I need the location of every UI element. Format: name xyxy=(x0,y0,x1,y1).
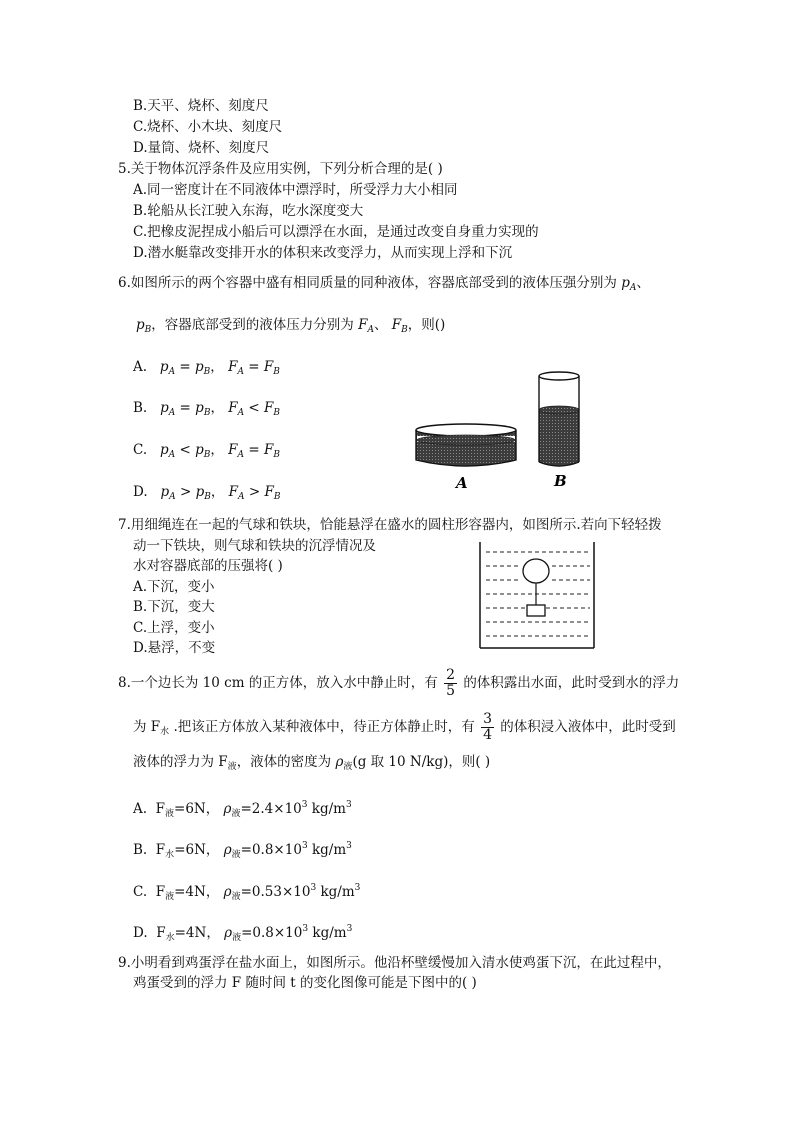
container-a-label: A xyxy=(456,474,468,492)
q5-option-a: A.同一密度计在不同液体中漂浮时，所受浮力大小相同 xyxy=(133,182,458,198)
container-b xyxy=(539,372,579,466)
q7-option-d: D.悬浮，不变 xyxy=(133,640,216,656)
q7-option-b: B.下沉，变大 xyxy=(133,599,215,615)
q8-option-c: C. $F_液=4N$， $\rho_液=0.53\times 10^3$ $kg/m^3$ xyxy=(133,883,361,902)
q7-stem-line1: 7.用细绳连在一起的气球和铁块，恰能悬浮在盛水的圆柱形容器内，如图所示.若向下轻轻拨 xyxy=(118,517,662,533)
q8-fraction-three-fourths: $\frac{3}{4}$ xyxy=(483,711,492,743)
q6-fb: $F_B$ xyxy=(391,317,408,335)
q8-option-b: B. $F_水=6N$， $\rho_液=0.8\times 10^3$ $kg/m^3$ xyxy=(133,841,352,860)
q9-stem-line1: 9.小明看到鸡蛋浮在盐水面上，如图所示。他沿杯壁缓慢加入清水使鸡蛋下沉，在此过程中， xyxy=(118,955,671,971)
q6-option-a: A. $p_A = p_B$， $F_A = F_B$ xyxy=(133,359,280,377)
q6-pa: $p_A$ xyxy=(621,275,637,293)
q8-option-a: A. $F_液=6N$， $\rho_液=2.4\times 10^3$ $kg/m^3$ xyxy=(133,800,352,819)
container-a xyxy=(416,424,516,466)
q6-fa: $F_A$ xyxy=(358,317,374,335)
q4-option-d: D.量筒、烧杯、刻度尺 xyxy=(133,140,270,156)
q7-stem-line2: 动一下铁块，则气球和铁块的沉浮情况及 xyxy=(133,538,376,554)
q8-stem-line2: 为 $F_水$ .把该正方体放入某种液体中，待正方体静止时，有 $\frac{3}{4}$ 的体积浸入液体中，此时受到 xyxy=(133,711,676,743)
balloon xyxy=(523,559,549,583)
q5-option-b: B.轮船从长江驶入东海，吃水深度变大 xyxy=(133,203,364,219)
q4-option-b: B.天平、烧杯、刻度尺 xyxy=(133,98,269,114)
cylinder-container xyxy=(480,542,594,648)
iron-block xyxy=(527,605,545,616)
q6-sep2: 、 xyxy=(373,317,388,333)
q7-option-a: A.下沉，变小 xyxy=(133,579,215,595)
q5-stem: 5.关于物体沉浮条件及应用实例，下列分析合理的是( ) xyxy=(118,161,443,177)
q8-fraction-two-fifths: $\frac{2}{5}$ xyxy=(446,667,456,699)
q7-option-c: C.上浮，变小 xyxy=(133,620,215,636)
q6-stem-line2 xyxy=(136,316,445,339)
q6-stem-line1 xyxy=(118,274,650,297)
q6-stem-text-c: ，则() xyxy=(407,317,446,333)
q7-stem-line3: 水对容器底部的压强将( ) xyxy=(133,558,283,574)
q5-option-c: C.把橡皮泥捏成小船后可以漂浮在水面，是通过改变自身重力实现的 xyxy=(133,224,539,240)
q6-option-b: B. $p_A = p_B$， $F_A < F_B$ xyxy=(133,400,281,418)
q6-option-d: D. $p_A > p_B$， $F_A > F_B$ xyxy=(133,484,281,502)
q6-sep1: 、 xyxy=(636,275,650,291)
q6-pb: $p_B$ xyxy=(136,317,152,335)
q7-balloon-figure xyxy=(474,540,600,660)
q8-stem-line1: 8.一个边长为 10 cm 的正方体，放入水中静止时，有 $\frac{2}{5}$ 的体积露出水面，此时受到水的浮力 xyxy=(118,667,680,699)
q8-stem-line3: 液体的浮力为 $F_液$，液体的密度为 $\rho_液(g$ 取 10 N/kg)，则( ) xyxy=(133,754,491,772)
container-b-label: B xyxy=(554,472,567,490)
q8-option-d: D. $F_水=4N$， $\rho_液=0.8\times 10^3$ $kg/m^3$ xyxy=(133,924,353,943)
q6-stem-text-b: ，容器底部受到的液体压力分别为 xyxy=(151,317,354,333)
q4-option-c: C.烧杯、小木块、刻度尺 xyxy=(133,119,283,135)
q6-option-c: C. $p_A < p_B$， $F_A = F_B$ xyxy=(133,442,280,460)
q5-option-d: D.潜水艇靠改变排开水的体积来改变浮力，从而实现上浮和下沉 xyxy=(133,245,513,261)
q9-stem-line2: 鸡蛋受到的浮力 F 随时间 t 的变化图像可能是下图中的( ) xyxy=(133,975,477,991)
q6-containers-figure xyxy=(410,368,600,498)
q6-stem-text-a: 6.如图所示的两个容器中盛有相同质量的同种液体，容器底部受到的液体压强分别为 xyxy=(118,275,617,291)
